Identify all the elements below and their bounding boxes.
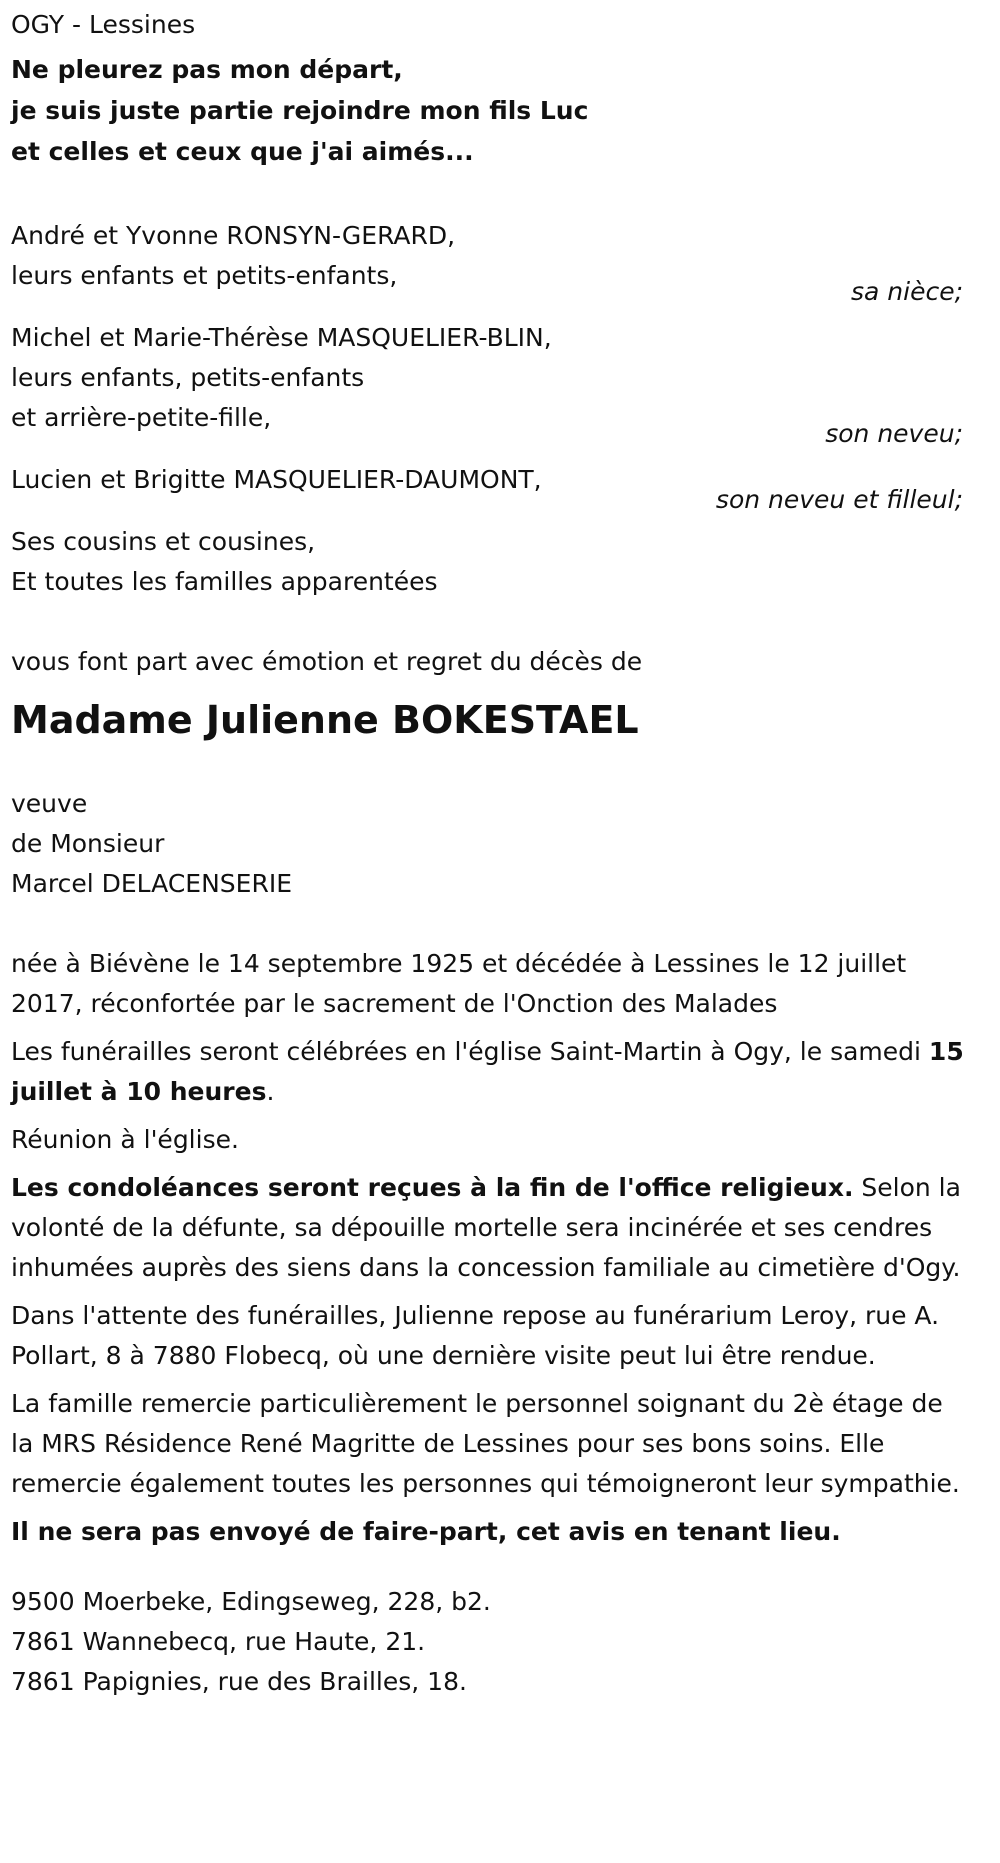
family-line: Michel et Marie-Thérèse MASQUELIER-BLIN,	[11, 323, 552, 352]
family-line: Et toutes les familles apparentées	[11, 567, 438, 596]
deceased-status	[11, 784, 989, 904]
funeral-prefix: Les funérailles seront célébrées en l'église Saint-Martin à Ogy, le samedi	[11, 1037, 929, 1066]
condolences-rest: Selon la volonté de la défunte, sa dépouille mortelle sera incinérée et ses cendres inhumées auprès des siens dans la concession familiale au cimetière d'Ogy.	[11, 1173, 961, 1282]
deceased-name: Madame Julienne BOKESTAEL	[11, 698, 639, 742]
family-line: André et Yvonne RONSYN-GERARD,	[11, 221, 456, 250]
family-relation: son neveu;	[825, 419, 963, 448]
family-group	[11, 460, 989, 514]
poem	[11, 45, 989, 176]
status-line: de Monsieur	[11, 829, 165, 858]
condolences-bold: Les condoléances seront reçues à la fin de l'office religieux.	[11, 1173, 854, 1202]
family-line: Ses cousins et cousines,	[11, 527, 316, 556]
thanks-paragraph: La famille remercie particulièrement le personnel soignant du 2è étage de la MRS Résidence René Magritte de Lessines pour ses bons soins. Elle remercie également toutes les personnes qui témoigneront leur sympathie.	[11, 1389, 960, 1498]
address-line: 7861 Wannebecq, rue Haute, 21.	[11, 1627, 426, 1656]
poem-line: je suis juste partie rejoindre mon fils Luc	[11, 96, 589, 125]
family-line: Lucien et Brigitte MASQUELIER-DAUMONT,	[11, 465, 542, 494]
details	[11, 944, 966, 1552]
family-line: leurs enfants, petits-enfants	[11, 363, 365, 392]
poem-line: et celles et ceux que j'ai aimés...	[11, 137, 474, 166]
family-line: et arrière-petite-fille,	[11, 403, 272, 432]
family-group	[11, 318, 989, 448]
condolences-paragraph	[11, 1168, 966, 1288]
poem-line: Ne pleurez pas mon départ,	[11, 55, 403, 84]
status-line: veuve	[11, 789, 88, 818]
funeral-paragraph	[11, 1032, 966, 1112]
notice-paragraph: Il ne sera pas envoyé de faire-part, cet avis en tenant lieu.	[11, 1517, 841, 1546]
funeral-suffix: .	[266, 1077, 275, 1106]
family-line: leurs enfants et petits-enfants,	[11, 261, 398, 290]
status-line: Marcel DELACENSERIE	[11, 869, 293, 898]
address-line: 9500 Moerbeke, Edingseweg, 228, b2.	[11, 1587, 491, 1616]
family-relation: son neveu et filleul;	[715, 485, 963, 514]
funeral-time: 15 juillet à 10 heures	[11, 1037, 964, 1106]
birth-death-paragraph: née à Biévène le 14 septembre 1925 et décédée à Lessines le 12 juillet 2017, réconfortée par le sacrement de l'Onction des Malades	[11, 949, 907, 1018]
location-header: OGY - Lessines	[11, 10, 196, 39]
announcement: vous font part avec émotion et regret du décès de	[11, 647, 643, 676]
repose-paragraph: Dans l'attente des funérailles, Julienne repose au funérarium Leroy, rue A. Pollart, 8 à 7880 Flobecq, où une dernière visite peut lui être rendue.	[11, 1301, 940, 1370]
family-group	[11, 216, 989, 306]
addresses	[11, 1582, 989, 1702]
family-relation: sa nièce;	[850, 277, 963, 306]
family-group	[11, 522, 989, 602]
meeting-paragraph: Réunion à l'église.	[11, 1125, 239, 1154]
address-line: 7861 Papignies, rue des Brailles, 18.	[11, 1667, 467, 1696]
